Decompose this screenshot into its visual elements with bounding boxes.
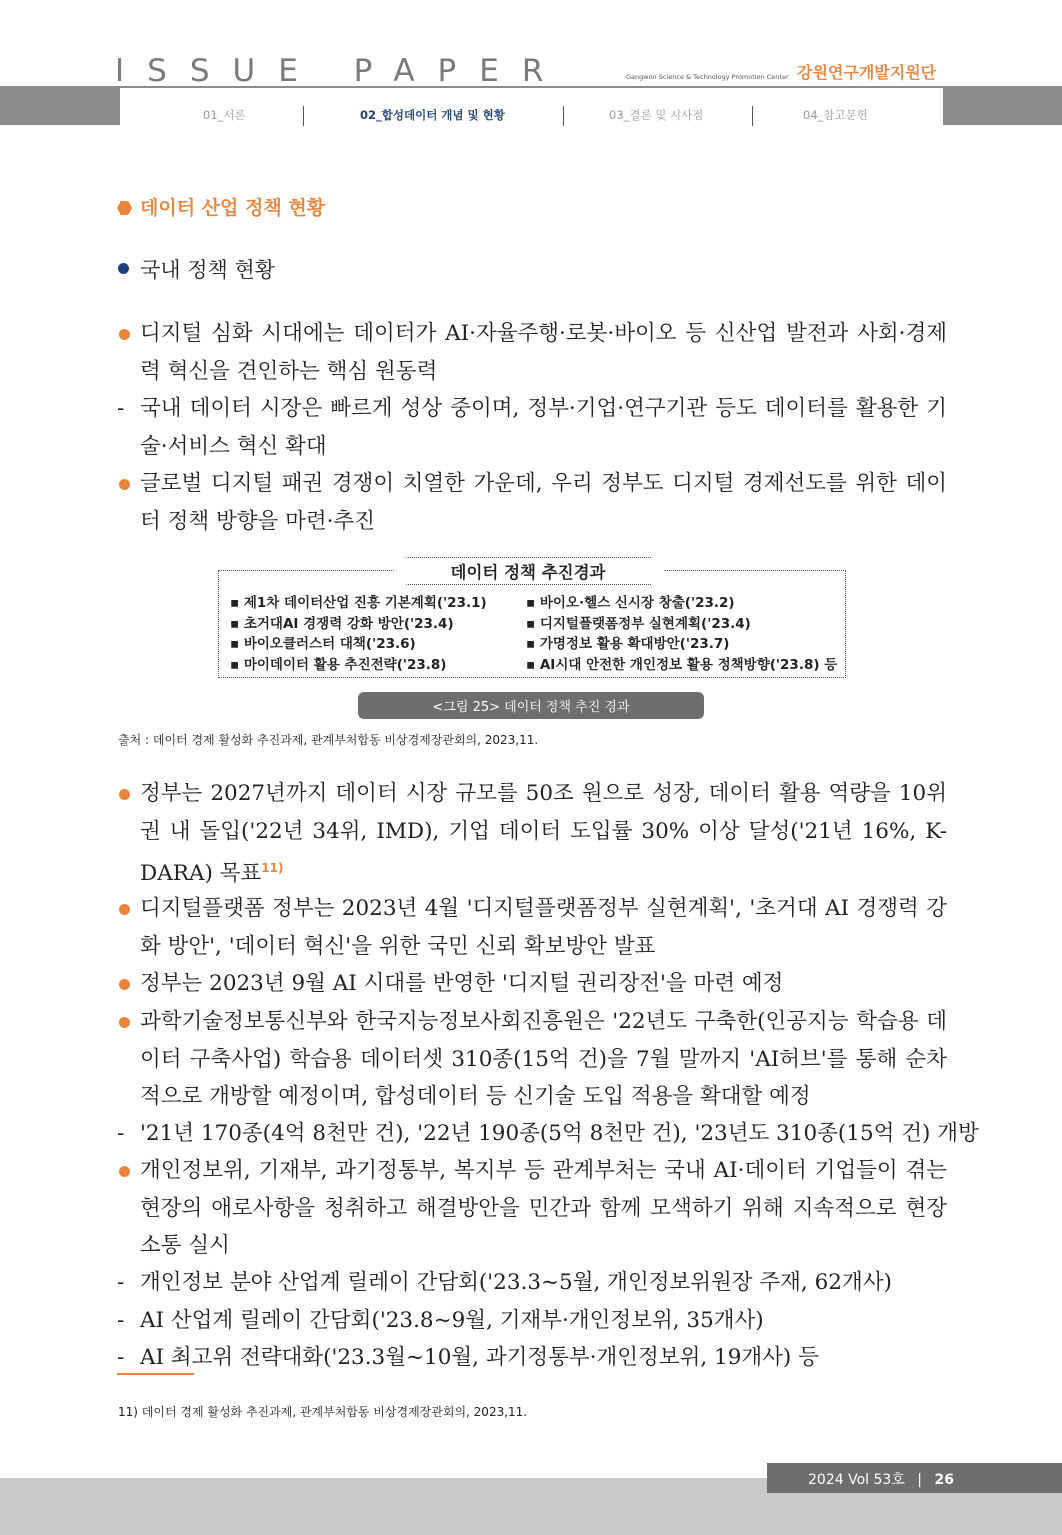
nav-separator [752, 106, 753, 126]
figure-source: 출처 : 데이터 경제 활성화 추진과제, 관계부처합동 비상경제장관회의, 2023,11. [118, 733, 539, 747]
dash-marker: - [117, 1121, 125, 1146]
hexagon-icon [117, 201, 132, 215]
issue-label: 2024 Vol 53호 [808, 1472, 905, 1488]
paragraph: 디지털 심화 시대에는 데이터가 AI·자율주행·로봇·바이오 등 신산업 발전과 사회·경제력 혁신을 견인하는 핵심 원동력 [117, 315, 947, 390]
dash-marker: - [117, 1345, 125, 1370]
dash-marker: - [117, 1308, 125, 1333]
footnote: 11) 데이터 경제 활성화 추진과제, 관계부처합동 비상경제장관회의, 2023,11. [118, 1405, 528, 1419]
brand-title: ISSUE PAPER [115, 56, 567, 86]
paragraph: - AI 산업계 릴레이 간담회('23.8~9월, 기재부·개인정보위, 35개사) [117, 1302, 947, 1340]
page-number: 26 [934, 1472, 954, 1488]
figure-caption: <그림 25> 데이터 정책 추진 경과 [432, 700, 630, 715]
bullet-icon [119, 1017, 130, 1028]
header-rule [120, 86, 943, 88]
figure-item: ▪ AI시대 안전한 개인정보 활용 정책방향('23.8) 등 [526, 657, 838, 673]
subsection-title: 국내 정책 현황 [118, 254, 275, 284]
paragraph: 개인정보위, 기재부, 과기정통부, 복지부 등 관계부처는 국내 AI·데이터 기업들이 겪는 현장의 애로사항을 청취하고 해결방안을 민간과 함께 모색하기 위해 지속적으로 현장 소통 실시 [117, 1152, 947, 1265]
paragraph: 정부는 2023년 9월 AI 시대를 반영한 '디지털 권리장전'을 마련 예정 [117, 965, 947, 1003]
figure-item: ▪ 디지털플랫폼정부 실현계획('23.4) [526, 616, 751, 632]
bullet-icon [119, 479, 130, 490]
nav-item-conclusion[interactable]: 03_결론 및 시사점 [609, 108, 704, 122]
figure-item: ▪ 초거대AI 경쟁력 강화 방안('23.4) [230, 616, 454, 632]
bullet-icon [119, 904, 130, 915]
bullet-icon [119, 789, 130, 800]
nav-item-intro[interactable]: 01_서론 [203, 108, 246, 122]
nav-separator [303, 106, 304, 126]
bullet-icon [119, 329, 130, 340]
bullet-icon [118, 263, 129, 274]
footer-separator: | [917, 1472, 922, 1488]
footnote-rule [117, 1373, 194, 1375]
center-name-ko: 강원연구개발지원단 [797, 63, 937, 82]
paragraph: - '21년 170종(4억 8천만 건), '22년 190종(5억 8천만 건), '23년도 310종(15억 건) 개방 [117, 1115, 947, 1153]
paragraph: - 개인정보 분야 산업계 릴레이 간담회('23.3~5월, 개인정보위원장 주재, 62개사) [117, 1264, 947, 1302]
paragraph: 글로벌 디지털 패권 경쟁이 치열한 가운데, 우리 정부도 디지털 경제선도를 위한 데이터 정책 방향을 마련·추진 [117, 465, 947, 540]
figure-item: ▪ 바이오클러스터 대책('23.6) [230, 636, 416, 652]
footer-issue-page [808, 1469, 954, 1489]
paragraph: 과학기술정보통신부와 한국지능정보사회진흥원은 '22년도 구축한(인공지능 학습용 데이터 구축사업) 학습용 데이터셋 310종(15억 건)을 7월 말까지 'AI허브'를 통해 순차적으로 개방할 예정이며, 합성데이터 등 신기술 도입 적용을 확대할 예정 [117, 1003, 947, 1116]
figure-item: ▪ 바이오·헬스 신시장 창출('23.2) [526, 595, 735, 611]
figure-title-banner [393, 557, 663, 583]
footnote-ref[interactable]: 11) [261, 861, 284, 875]
bullet-icon [119, 979, 130, 990]
dash-marker: - [117, 396, 125, 421]
nav-item-references[interactable]: 04_참고문헌 [803, 108, 868, 122]
bullet-icon [119, 1166, 130, 1177]
figure-item: ▪ 제1차 데이터산업 진흥 기본계획('23.1) [230, 595, 487, 611]
dash-marker: - [117, 1270, 125, 1295]
paragraph: 디지털플랫폼 정부는 2023년 4월 '디지털플랫폼정부 실현계획', '초거대 AI 경쟁력 강화 방안', '데이터 혁신'을 위한 국민 신뢰 확보방안 발표 [117, 890, 947, 965]
figure-item: ▪ 가명정보 활용 확대방안('23.7) [526, 636, 730, 652]
nav-item-synthetic-data[interactable]: 02_합성데이터 개념 및 현황 [360, 108, 505, 122]
center-name-en: Gangwon Science & Technology Promotion Center [626, 73, 789, 81]
paragraph: 정부는 2027년까지 데이터 시장 규모를 50조 원으로 성장, 데이터 활용 역량을 10위권 내 돌입('22년 34위, IMD), 기업 데이터 도입률 30% 이상 달성('21년 16%, K-DARA) 목표$^{11)}$ [117, 775, 947, 893]
figure-item: ▪ 마이데이터 활용 추진전략('23.8) [230, 657, 447, 673]
section-title: 데이터 산업 정책 현황 [117, 193, 325, 220]
figure-title: 데이터 정책 추진경과 [450, 563, 606, 582]
paragraph: - AI 최고위 전략대화('23.3월~10월, 과기정통부·개인정보위, 19개사) 등 [117, 1339, 947, 1377]
header-bar-right [943, 86, 1062, 125]
paragraph: - 국내 데이터 시장은 빠르게 성상 중이며, 정부·기업·연구기관 등도 데이터를 활용한 기술·서비스 혁신 확대 [117, 390, 947, 465]
nav-separator [563, 106, 564, 126]
header-bar-left [0, 86, 120, 125]
